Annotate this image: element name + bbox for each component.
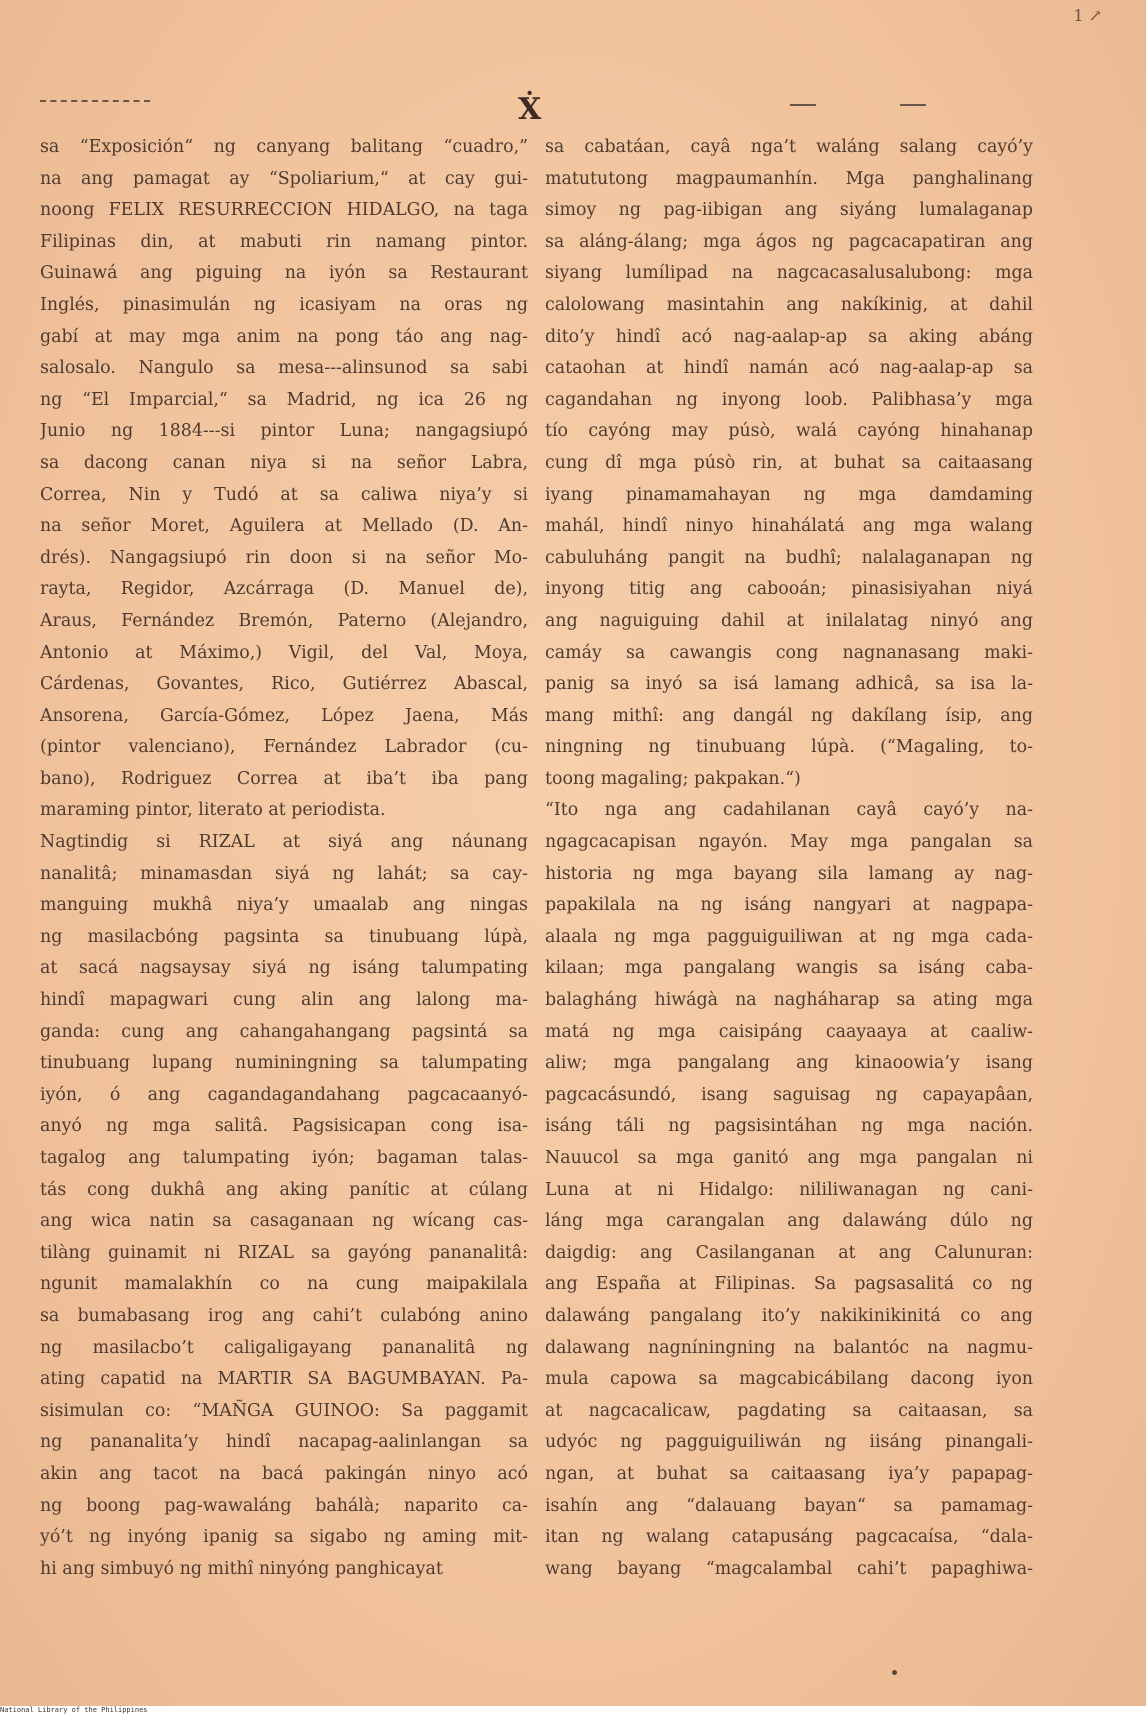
text-line: inyong titig ang cabooán; pinasisiyahan niyá bbox=[545, 579, 1033, 600]
page-dot bbox=[892, 1670, 897, 1675]
text-line: cataohan at hindî namán acó nag-aalap-ap sa bbox=[545, 358, 1033, 379]
text-line: Filipinas din, at mabuti rin namang pintor. bbox=[40, 231, 528, 252]
text-line: tás cong dukhâ ang aking panític at cúlang bbox=[40, 1179, 528, 1200]
footer-credit: National Library of the Philippines bbox=[0, 1706, 148, 1714]
text-line: mula capowa sa magcabicábilang dacong iyon bbox=[545, 1369, 1033, 1390]
text-line: hindî mapagwari cung alin ang lalong ma- bbox=[40, 990, 528, 1011]
text-line: nanalitâ; minamasdan siyá ng lahát; sa cay- bbox=[40, 863, 528, 884]
text-line: drés). Nangagsiupó rin doon si na señor Mo- bbox=[40, 547, 528, 568]
text-line: calolowang masintahin ang nakíkinig, at dahil bbox=[545, 294, 1033, 315]
text-line: na señor Moret, Aguilera at Mellado (D. An- bbox=[40, 516, 528, 537]
text-line: ganda: cung ang cahangahangang pagsintá sa bbox=[40, 1021, 528, 1042]
text-line: sa bumabasang irog ang cahi’t culabóng anino bbox=[40, 1305, 528, 1326]
text-line: mahál, hindî ninyo hinahálatá ang mga walang bbox=[545, 516, 1033, 537]
text-line: Guinawá ang piguing na iyón sa Restaurant bbox=[40, 263, 528, 284]
text-line: daigdig: ang Casilanganan at ang Calunuran: bbox=[545, 1242, 1033, 1263]
text-line: wang bayang “magcalambal cahi’t papaghiwa- bbox=[545, 1558, 1033, 1579]
text-line: camáy sa cawangis cong nagnanasang maki- bbox=[545, 642, 1033, 663]
text-line: ang naguiguing dahil at inilalatag ninyó ang bbox=[545, 610, 1033, 631]
text-line: ngagcacapisan ngayón. May mga pangalan sa bbox=[545, 832, 1033, 853]
text-line: salosalo. Nangulo sa mesa---alinsunod sa sabi bbox=[40, 358, 528, 379]
text-line: sa cabatáan, cayâ nga’t waláng salang cayó’y bbox=[545, 137, 1033, 157]
text-line: alaala ng mga pagguiguiliwan at ng mga cada- bbox=[545, 926, 1033, 947]
text-line: at nagcacalicaw, pagdating sa caitaasan, sa bbox=[545, 1400, 1033, 1421]
text-line: hi ang simbuyó ng mithî ninyóng panghicayat bbox=[40, 1558, 443, 1579]
text-line: siyang lumílipad na nagcacasalusalubong: mga bbox=[545, 263, 1033, 284]
text-line: ng boong pag-wawaláng bahálà; naparito ca- bbox=[40, 1495, 528, 1516]
text-line: Inglés, pinasimulán ng icasiyam na oras ng bbox=[40, 294, 528, 315]
text-line: ng pananalita’y hindî nacapag-aalinlangan sa bbox=[40, 1432, 528, 1453]
text-line: yó’t ng inyóng ipanig sa sigabo ng aming mit- bbox=[40, 1527, 528, 1548]
text-line: isáng táli ng pagsisintáhan ng mga nación. bbox=[545, 1116, 1033, 1137]
page-header-mark: Ẋ bbox=[518, 92, 542, 127]
text-line: noong FELIX RESURRECCION HIDALGO, na taga bbox=[40, 200, 528, 221]
text-line: matututong magpaumanhín. Mga panghalinang bbox=[545, 168, 1033, 189]
text-line: cagandahan ng inyong loob. Palibhasa’y mga bbox=[545, 389, 1033, 410]
text-line: tagalog ang talumpating iyón; bagaman talas- bbox=[40, 1148, 528, 1168]
text-line: ating capatid na MARTIR SA BAGUMBAYAN. Pa- bbox=[40, 1369, 528, 1390]
text-line: Nagtindig si RIZAL at siyá ang náunang bbox=[40, 832, 528, 853]
text-line: na ang pamagat ay “Spoliarium,“ at cay gui- bbox=[40, 168, 528, 189]
text-line: dito’y hindî acó nag-aalap-ap sa aking abáng bbox=[545, 326, 1033, 347]
text-line: Araus, Fernández Bremón, Paterno (Alejandro, bbox=[40, 610, 528, 631]
text-line: ngan, at buhat sa caitaasang iya’y papapag- bbox=[545, 1463, 1033, 1484]
text-line: panig sa inyó sa isá lamang adhicâ, sa isa la- bbox=[545, 674, 1033, 695]
text-line: manguing mukhâ niya’y umaalab ang ningas bbox=[40, 895, 528, 916]
text-line: mang mithî: ang dangál ng dakílang ísip, ang bbox=[545, 705, 1033, 726]
text-line: cabuluháng pangit na budhî; nalalaganapan ng bbox=[545, 547, 1033, 568]
text-line: iyang pinamamahayan ng mga damdaming bbox=[545, 484, 1033, 505]
text-line: tío cayóng may púsò, walá cayóng hinahanap bbox=[545, 421, 1033, 442]
text-line: isahín ang “dalauang bayan“ sa pamamag- bbox=[545, 1495, 1033, 1516]
text-line: dalawang nagníningning na balantóc na nagmu- bbox=[545, 1337, 1033, 1358]
text-line: aliw; mga pangalang ang kinaoowia’y isang bbox=[545, 1053, 1033, 1074]
text-line: tilàng guinamit ni RIZAL sa gayóng pananalitâ: bbox=[40, 1242, 528, 1263]
text-line: (pintor valenciano), Fernández Labrador (cu- bbox=[40, 737, 528, 758]
text-line: balagháng hiwágà na nagháharap sa ating mga bbox=[545, 990, 1033, 1011]
text-line: Luna at ni Hidalgo: nililiwanagan ng cani- bbox=[545, 1179, 1033, 1200]
text-line: akin ang tacot na bacá pakingán ninyo acó bbox=[40, 1463, 528, 1484]
text-line: pagcacásundó, isang saguisag ng capayapâan, bbox=[545, 1084, 1033, 1105]
text-line: Antonio at Máximo,) Vigil, del Val, Moya, bbox=[40, 642, 528, 663]
text-line: ng “El Imparcial,“ sa Madrid, ng ica 26 ng bbox=[40, 389, 528, 410]
text-line: sisimulan co: “MAÑGA GUINOO: Sa paggamit bbox=[40, 1400, 528, 1421]
text-line: sa “Exposición“ ng canyang balitang “cuadro,” bbox=[40, 137, 528, 157]
text-line: láng mga carangalan ang dalawáng dúlo ng bbox=[545, 1211, 1033, 1232]
text-line: bano), Rodriguez Correa at iba’t iba pang bbox=[40, 768, 528, 789]
text-line: itan ng walang catapusáng pagcacaísa, “dala- bbox=[545, 1527, 1033, 1548]
text-line: dalawáng pangalang ito’y nakikinikinitá co ang bbox=[545, 1305, 1033, 1326]
header-rule-left bbox=[40, 100, 150, 102]
text-line: matá ng mga caisipáng caayaaya at caaliw- bbox=[545, 1021, 1033, 1042]
left-text-column bbox=[40, 132, 528, 1585]
text-line: udyóc ng pagguiguiliwán ng iisáng pinangali- bbox=[545, 1432, 1033, 1453]
text-line: rayta, Regidor, Azcárraga (D. Manuel de), bbox=[40, 579, 528, 600]
page-corner-mark: 1 ↗ bbox=[1073, 6, 1102, 25]
text-line: Junio ng 1884---si pintor Luna; nangagsiupó bbox=[40, 421, 528, 442]
text-line: “Ito nga ang cadahilanan cayâ cayó’y na- bbox=[545, 800, 1033, 821]
text-line: ng masilacbóng pagsinta sa tinubuang lúpà, bbox=[40, 926, 528, 947]
right-text-column bbox=[545, 132, 1033, 1585]
text-line: ngunit mamalakhín co na cung maipakilala bbox=[40, 1274, 528, 1295]
text-line: Correa, Nin y Tudó at sa caliwa niya’y si bbox=[40, 484, 528, 505]
header-dash bbox=[900, 104, 926, 106]
text-line: Nauucol sa mga ganitó ang mga pangalan ni bbox=[545, 1148, 1033, 1168]
text-line: Cárdenas, Govantes, Rico, Gutiérrez Abascal, bbox=[40, 674, 528, 695]
text-line: tinubuang lupang numiningning sa talumpating bbox=[40, 1053, 528, 1074]
text-line: iyón, ó ang cagandagandahang pagcacaanyó- bbox=[40, 1084, 528, 1105]
text-line: toong magaling; pakpakan.“) bbox=[545, 768, 801, 789]
text-line: ng masilacbo’t caligaligayang pananalitâ ng bbox=[40, 1337, 528, 1358]
text-line: at sacá nagsaysay siyá ng isáng talumpating bbox=[40, 958, 528, 979]
text-line: maraming pintor, literato at periodista. bbox=[40, 800, 386, 821]
text-line: sa dacong canan niya si na señor Labra, bbox=[40, 452, 528, 473]
text-line: kilaan; mga pangalang wangis sa isáng caba- bbox=[545, 958, 1033, 979]
text-line: ang wica natin sa casaganaan ng wícang cas- bbox=[40, 1211, 528, 1232]
header-dash bbox=[790, 104, 816, 106]
text-line: gabí at may mga anim na pong táo ang nag- bbox=[40, 326, 528, 347]
text-line: ang España at Filipinas. Sa pagsasalitá co ng bbox=[545, 1274, 1033, 1295]
text-line: Ansorena, García-Gómez, López Jaena, Más bbox=[40, 705, 528, 726]
text-line: simoy ng pag-iibigan ang siyáng lumalaganap bbox=[545, 200, 1033, 221]
text-line: papakilala na ng isáng nangyari at nagpapa- bbox=[545, 895, 1033, 916]
text-line: ningning ng tinubuang lúpà. (“Magaling, to- bbox=[545, 737, 1033, 758]
text-line: historia ng mga bayang sila lamang ay nag- bbox=[545, 863, 1033, 884]
text-line: sa aláng-álang; mga ágos ng pagcacapatiran ang bbox=[545, 231, 1033, 252]
footer-strip bbox=[0, 1706, 1146, 1718]
text-line: anyó ng mga salitâ. Pagsisicapan cong isa- bbox=[40, 1116, 528, 1137]
text-line: cung dî mga púsò rin, at buhat sa caitaasang bbox=[545, 452, 1033, 473]
